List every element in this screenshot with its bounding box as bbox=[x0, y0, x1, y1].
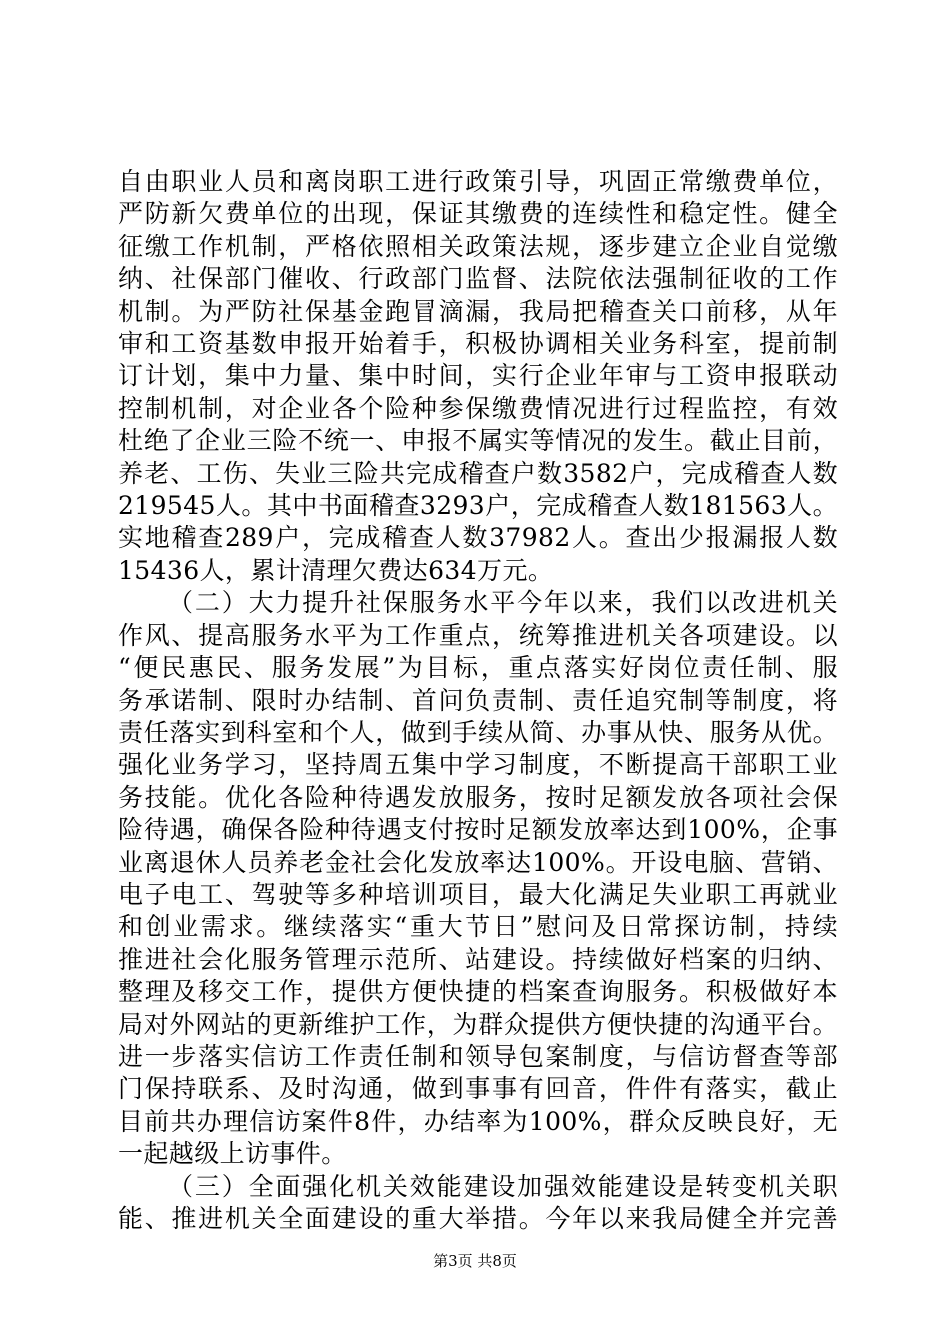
text-line: 电子电工、驾驶等多种培训项目，最大化满足失业职工再就业 bbox=[118, 879, 838, 909]
text-line: 15436人，累计清理欠费达634万元。 bbox=[118, 555, 554, 585]
text-line: 务技能。优化各险种待遇发放服务，按时足额发放各项社会保 bbox=[118, 782, 838, 812]
text-line: 和创业需求。继续落实“重大节日”慰问及日常探访制，持续 bbox=[118, 912, 838, 942]
text-line: 严防新欠费单位的出现，保证其缴费的连续性和稳定性。健全 bbox=[118, 199, 838, 229]
text-line: 纳、社保部门催收、行政部门监督、法院依法强制征收的工作 bbox=[118, 264, 838, 294]
paragraph-2 bbox=[118, 587, 838, 1170]
text-line: 订计划，集中力量、集中时间，实行企业年审与工资申报联动 bbox=[118, 361, 838, 391]
text-line: 险待遇，确保各险种待遇支付按时足额发放率达到100%，企事 bbox=[118, 815, 838, 845]
text-line: 机制。为严防社保基金跑冒滴漏，我局把稽查关口前移，从年 bbox=[118, 296, 838, 326]
text-line: 能、推进机关全面建设的重大举措。今年以来我局健全并完善 bbox=[118, 1204, 838, 1233]
text-line: 一起越级上访事件。 bbox=[118, 1139, 347, 1169]
text-line: 养老、工伤、失业三险共完成稽查户数3582户，完成稽查人数 bbox=[118, 458, 838, 488]
text-line: 推进社会化服务管理示范所、站建设。持续做好档案的归纳、 bbox=[118, 944, 838, 974]
text-line: “便民惠民、服务发展”为目标，重点落实好岗位责任制、服 bbox=[118, 653, 838, 683]
text-line: 责任落实到科室和个人，做到手续从简、办事从快、服务从优。 bbox=[118, 717, 838, 747]
text-line: 杜绝了企业三险不统一、申报不属实等情况的发生。截止目前， bbox=[118, 426, 838, 456]
text-line: 整理及移交工作，提供方便快捷的档案查询服务。积极做好本 bbox=[118, 977, 838, 1007]
text-line: 控制机制，对企业各个险种参保缴费情况进行过程监控，有效 bbox=[118, 393, 838, 423]
text-line: 强化业务学习，坚持周五集中学习制度，不断提高干部职工业 bbox=[118, 750, 838, 780]
text-line: 审和工资基数申报开始着手，积极协调相关业务科室，提前制 bbox=[118, 329, 838, 359]
text-line: （三）全面强化机关效能建设加强效能建设是转变机关职 bbox=[168, 1171, 838, 1201]
text-line: 征缴工作机制，严格依照相关政策法规，逐步建立企业自觉缴 bbox=[118, 231, 838, 261]
paragraph-1 bbox=[118, 166, 838, 587]
text-line: 进一步落实信访工作责任制和领导包案制度，与信访督查等部 bbox=[118, 1041, 838, 1071]
text-line: 自由职业人员和离岗职工进行政策引导，巩固正常缴费单位， bbox=[118, 167, 838, 196]
text-line: 目前共办理信访案件8件，办结率为100%，群众反映良好，无 bbox=[118, 1106, 838, 1136]
text-line: 业离退休人员养老金社会化发放率达100%。开设电脑、营销、 bbox=[118, 847, 838, 877]
page-footer: 第3页 共8页 bbox=[433, 1252, 517, 1270]
text-line: 务承诺制、限时办结制、首问负责制、责任追究制等制度，将 bbox=[118, 685, 838, 715]
paragraph-3 bbox=[118, 1171, 838, 1236]
document-body bbox=[118, 166, 838, 1235]
text-line: 门保持联系、及时沟通，做到事事有回音，件件有落实，截止 bbox=[118, 1074, 838, 1104]
text-line: （二）大力提升社保服务水平今年以来，我们以改进机关 bbox=[168, 588, 838, 618]
text-line: 实地稽查289户，完成稽查人数37982人。查出少报漏报人数 bbox=[118, 523, 838, 553]
text-line: 作风、提高服务水平为工作重点，统筹推进机关各项建设。以 bbox=[118, 620, 838, 650]
text-line: 局对外网站的更新维护工作，为群众提供方便快捷的沟通平台。 bbox=[118, 1009, 838, 1039]
text-line: 219545人。其中书面稽查3293户，完成稽查人数181563人。 bbox=[118, 491, 838, 521]
